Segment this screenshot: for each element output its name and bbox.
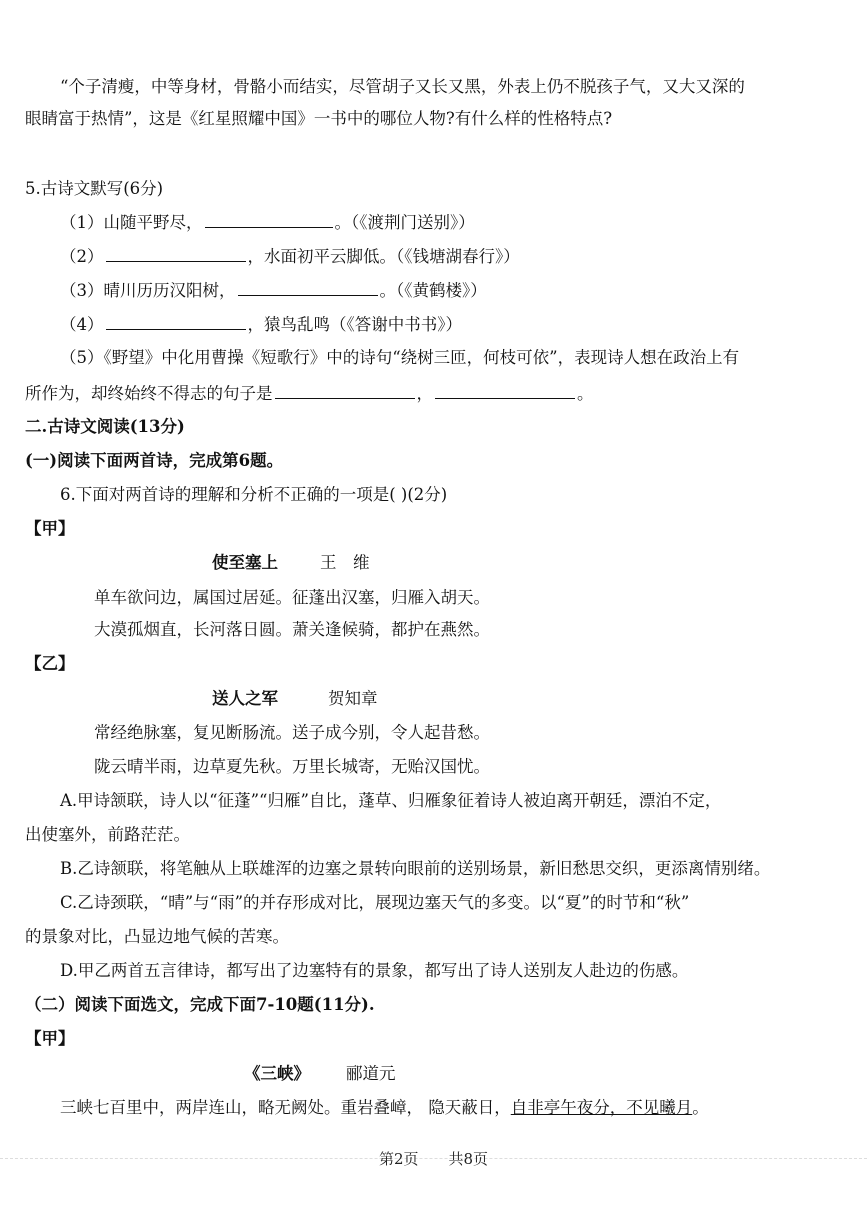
q5-item5-mid: ， (416, 384, 433, 403)
q5-title: 5.古诗文默写(6分) (25, 179, 164, 198)
q5-item3 (60, 279, 487, 302)
poem-yi-line2: 陇云晴半雨，边草夏先秋。万里长城寄，无贻汉国忧。 (94, 757, 490, 776)
sanxia-author: 郦道元 (346, 1064, 396, 1083)
q6-stem: 6.下面对两首诗的理解和分析不正确的一项是( )(2分) (60, 485, 448, 504)
answer-blank-2[interactable] (106, 245, 246, 262)
q5-item5-line2 (25, 382, 594, 405)
section2-title: 二.古诗文阅读(13分) (25, 417, 185, 436)
page-footer: 第2页 共8页 (378, 1150, 489, 1168)
q4-quote-line2: 眼睛富于热情”，这是《红星照耀中国》一书中的哪位人物?有什么样的性格特点? (25, 109, 613, 128)
q5-item1-pre: （1）山随平野尽， (60, 213, 203, 232)
option-b: B.乙诗颔联，将笔触从上联雄浑的边塞之景转向眼前的送别场景，新旧愁思交织，更添离情别绪。 (60, 859, 771, 878)
poem-jia-author: 王 维 (320, 553, 370, 572)
poem-jia-title: 使至塞上 (212, 553, 278, 572)
option-c-line1: C.乙诗颈联，“晴”与“雨”的并存形成对比，展现边塞天气的多变。以“夏”的时节和“秋” (60, 893, 690, 912)
answer-blank-1[interactable] (205, 211, 333, 228)
answer-blank-6[interactable] (435, 382, 575, 399)
q5-item2 (60, 245, 520, 268)
q5-item1-post: 。（《渡荆门送别》） (334, 213, 475, 232)
poem-yi-title: 送人之军 (212, 689, 278, 708)
poem-yi-line1: 常经绝脉塞，复见断肠流。送子成今别，令人起昔愁。 (94, 723, 490, 742)
q5-item5-line1: （5）《野望》中化用曹操《短歌行》中的诗句“绕树三匝，何枝可依”，表现诗人想在政治上有 (60, 348, 740, 367)
option-c-line2: 的景象对比，凸显边地气候的苦寒。 (25, 927, 289, 946)
sanxia-underlined-phrase: 自非亭午夜分，不见曦月 (510, 1098, 693, 1117)
poem-jia-line1: 单车欲问边，属国过居延。征蓬出汉塞，归雁入胡天。 (94, 588, 490, 607)
sanxia-title: 《三峡》 (244, 1064, 310, 1083)
sanxia-line1 (60, 1097, 709, 1119)
q4-quote-line1: “个子清瘦，中等身材，骨骼小而结实，尽管胡子又长又黑，外表上仍不脱孩子气，又大又深的 (60, 77, 745, 96)
q5-item5-pre: 所作为，却终始终不得志的句子是 (25, 384, 273, 403)
answer-blank-4[interactable] (106, 313, 246, 330)
part2-title: （二）阅读下面选文，完成下面7-10题(11分). (25, 995, 375, 1014)
poem-jia-line2: 大漠孤烟直，长河落日圆。萧关逢候骑，都护在燕然。 (94, 620, 490, 639)
q5-item4-post: ，猿鸟乱鸣（《答谢中书书》） (247, 315, 462, 334)
q5-item3-pre: （3）晴川历历汉阳树， (60, 281, 236, 300)
answer-blank-3[interactable] (238, 279, 378, 296)
q5-item4-pre: （4） (60, 315, 104, 334)
q5-item2-pre: （2） (60, 247, 104, 266)
option-a-line1: A.甲诗颔联，诗人以“征蓬”“归雁”自比，蓬草、归雁象征着诗人被迫离开朝廷，漂泊不定， (60, 791, 722, 810)
poem-jia-marker: 【甲】 (25, 519, 75, 538)
poem-yi-marker: 【乙】 (25, 654, 75, 673)
sanxia-line1-post: 。 (692, 1098, 709, 1117)
q5-item3-post: 。（《黄鹤楼》） (379, 281, 487, 300)
poem-yi-author: 贺知章 (328, 689, 378, 708)
option-d: D.甲乙两首五言律诗，都写出了边塞特有的景象，都写出了诗人送别友人赴边的伤感。 (60, 961, 689, 980)
q5-item4 (60, 313, 462, 336)
q5-item5-post: 。 (577, 384, 594, 403)
answer-blank-5[interactable] (275, 382, 415, 399)
q5-item1 (60, 211, 475, 234)
option-a-line2: 出使塞外，前路茫茫。 (25, 825, 190, 844)
part2-marker: 【甲】 (25, 1029, 75, 1048)
sanxia-line1-pre: 三峡七百里中，两岸连山，略无阙处。重岩叠嶂， 隐天蔽日， (60, 1098, 511, 1117)
part1-title: (一)阅读下面两首诗，完成第6题。 (25, 451, 284, 470)
q5-item2-post: ，水面初平云脚低。（《钱塘湖春行》） (247, 247, 520, 266)
